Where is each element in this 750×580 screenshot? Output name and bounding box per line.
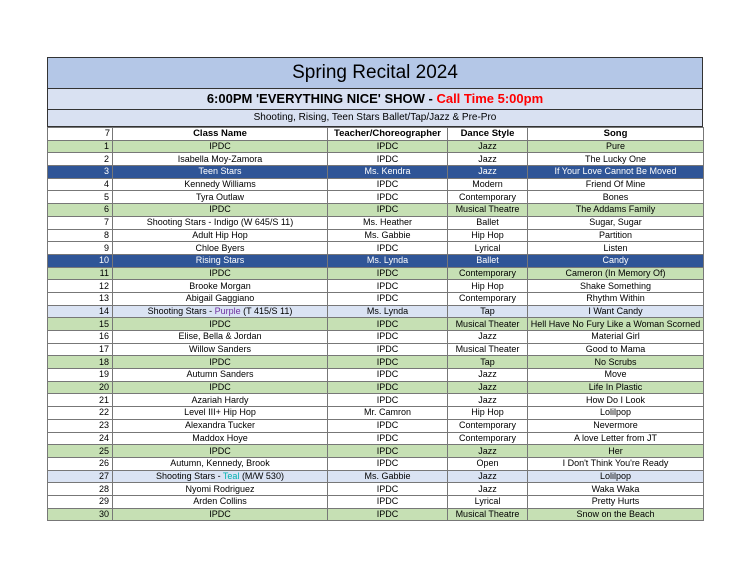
dance-style-cell: Jazz — [448, 445, 528, 458]
row-number: 5 — [48, 191, 113, 204]
song-cell: I Want Candy — [528, 305, 704, 318]
teacher-cell: IPDC — [328, 445, 448, 458]
dance-style-cell: Hip Hop — [448, 280, 528, 293]
row-number: 23 — [48, 419, 113, 432]
dance-style-cell: Tap — [448, 356, 528, 369]
song-cell: Listen — [528, 242, 704, 255]
teacher-cell: IPDC — [328, 419, 448, 432]
song-cell: Candy — [528, 254, 704, 267]
teacher-cell: IPDC — [328, 153, 448, 166]
song-cell: Pure — [528, 140, 704, 153]
dance-style-cell: Contemporary — [448, 292, 528, 305]
class-name-cell: IPDC — [113, 381, 328, 394]
row-number: 26 — [48, 457, 113, 470]
dance-style-cell: Jazz — [448, 483, 528, 496]
teacher-cell: Ms. Lynda — [328, 305, 448, 318]
row-number: 12 — [48, 280, 113, 293]
class-name-cell: Teen Stars — [113, 166, 328, 179]
row-number: 27 — [48, 470, 113, 483]
row-number: 9 — [48, 242, 113, 255]
schedule-table — [47, 127, 704, 521]
song-cell: Snow on the Beach — [528, 508, 704, 521]
class-name-cell: Isabella Moy-Zamora — [113, 153, 328, 166]
call-time: Call Time 5:00pm — [436, 91, 544, 106]
recital-sheet — [47, 57, 703, 521]
class-name-cell: Maddox Hoye — [113, 432, 328, 445]
header-class-name: Class Name — [113, 128, 328, 141]
teacher-cell: IPDC — [328, 356, 448, 369]
dance-style-cell: Musical Theater — [448, 343, 528, 356]
dance-style-cell: Musical Theatre — [448, 204, 528, 217]
dance-style-cell: Tap — [448, 305, 528, 318]
dance-style-cell: Hip Hop — [448, 229, 528, 242]
table-row — [48, 470, 704, 483]
teacher-cell: IPDC — [328, 280, 448, 293]
teacher-cell: IPDC — [328, 178, 448, 191]
teacher-cell: Ms. Lynda — [328, 254, 448, 267]
table-row — [48, 331, 704, 344]
class-name-cell: Willow Sanders — [113, 343, 328, 356]
teacher-cell: IPDC — [328, 381, 448, 394]
row-number: 25 — [48, 445, 113, 458]
class-name-cell: Adult Hip Hop — [113, 229, 328, 242]
song-cell: Her — [528, 445, 704, 458]
dance-style-cell: Lyrical — [448, 495, 528, 508]
dance-style-cell: Musical Theater — [448, 318, 528, 331]
table-row — [48, 267, 704, 280]
dance-style-cell: Open — [448, 457, 528, 470]
song-cell: A love Letter from JT — [528, 432, 704, 445]
class-name-cell: Brooke Morgan — [113, 280, 328, 293]
song-cell: The Lucky One — [528, 153, 704, 166]
row-number: 1 — [48, 140, 113, 153]
dance-style-cell: Jazz — [448, 394, 528, 407]
table-row — [48, 166, 704, 179]
row-number: 18 — [48, 356, 113, 369]
song-cell: I Don't Think You're Ready — [528, 457, 704, 470]
dance-style-cell: Jazz — [448, 140, 528, 153]
class-name-cell: Chloe Byers — [113, 242, 328, 255]
dance-style-cell: Jazz — [448, 369, 528, 382]
table-row — [48, 457, 704, 470]
row-number: 7 — [48, 216, 113, 229]
class-name-cell: Rising Stars — [113, 254, 328, 267]
row-number: 15 — [48, 318, 113, 331]
class-name-cell: IPDC — [113, 356, 328, 369]
song-cell: No Scrubs — [528, 356, 704, 369]
table-row — [48, 343, 704, 356]
song-cell: How Do I Look — [528, 394, 704, 407]
dance-style-cell: Jazz — [448, 470, 528, 483]
song-cell: Friend Of Mine — [528, 178, 704, 191]
teacher-cell: IPDC — [328, 331, 448, 344]
table-row — [48, 178, 704, 191]
teacher-cell: IPDC — [328, 483, 448, 496]
row-number: 30 — [48, 508, 113, 521]
teacher-cell: Ms. Kendra — [328, 166, 448, 179]
song-cell: Material Girl — [528, 331, 704, 344]
class-name-cell — [113, 470, 328, 483]
table-row — [48, 508, 704, 521]
song-cell: Good to Mama — [528, 343, 704, 356]
class-name-prefix: Shooting Stars - — [156, 470, 223, 481]
dance-style-cell: Jazz — [448, 331, 528, 344]
row-number: 22 — [48, 407, 113, 420]
header-dance-style: Dance Style — [448, 128, 528, 141]
class-name-cell: IPDC — [113, 508, 328, 521]
header-num: 7 — [48, 128, 113, 141]
song-cell: Sugar, Sugar — [528, 216, 704, 229]
row-number: 28 — [48, 483, 113, 496]
header-row — [48, 128, 704, 141]
row-number: 8 — [48, 229, 113, 242]
song-cell: Rhythm Within — [528, 292, 704, 305]
dance-style-cell: Modern — [448, 178, 528, 191]
class-name-cell: IPDC — [113, 318, 328, 331]
teacher-cell: IPDC — [328, 343, 448, 356]
teacher-cell: IPDC — [328, 267, 448, 280]
dance-style-cell: Musical Theatre — [448, 508, 528, 521]
class-name-suffix: (M/W 530) — [239, 470, 284, 481]
row-number: 10 — [48, 254, 113, 267]
dance-style-cell: Ballet — [448, 254, 528, 267]
teacher-cell: IPDC — [328, 292, 448, 305]
song-cell: Move — [528, 369, 704, 382]
class-name-cell: Shooting Stars - Indigo (W 645/S 11) — [113, 216, 328, 229]
table-row — [48, 204, 704, 217]
class-name-cell: IPDC — [113, 204, 328, 217]
table-row — [48, 495, 704, 508]
song-cell: Shake Something — [528, 280, 704, 293]
table-row — [48, 318, 704, 331]
table-row — [48, 229, 704, 242]
row-number: 24 — [48, 432, 113, 445]
class-name-cell: Azariah Hardy — [113, 394, 328, 407]
class-name-cell: Tyra Outlaw — [113, 191, 328, 204]
row-number: 20 — [48, 381, 113, 394]
class-color-name: Purple — [214, 305, 241, 316]
row-number: 13 — [48, 292, 113, 305]
class-name-cell: Autumn Sanders — [113, 369, 328, 382]
class-name-cell: Nyomi Rodriguez — [113, 483, 328, 496]
class-name-cell: Kennedy Williams — [113, 178, 328, 191]
class-name-cell: Alexandra Tucker — [113, 419, 328, 432]
dance-style-cell: Jazz — [448, 381, 528, 394]
song-cell: Lolilpop — [528, 407, 704, 420]
class-name-cell: Arden Collins — [113, 495, 328, 508]
song-cell: Lolilpop — [528, 470, 704, 483]
header-song: Song — [528, 128, 704, 141]
row-number: 6 — [48, 204, 113, 217]
header-teacher: Teacher/Choreographer — [328, 128, 448, 141]
table-row — [48, 191, 704, 204]
class-name-cell: IPDC — [113, 267, 328, 280]
table-row — [48, 369, 704, 382]
class-name-cell: IPDC — [113, 140, 328, 153]
teacher-cell: IPDC — [328, 432, 448, 445]
table-row — [48, 394, 704, 407]
class-color-name: Teal — [222, 470, 240, 481]
song-cell: Partition — [528, 229, 704, 242]
class-name-cell: Level III+ Hip Hop — [113, 407, 328, 420]
dance-style-cell: Contemporary — [448, 191, 528, 204]
table-row — [48, 407, 704, 420]
dance-style-cell: Jazz — [448, 153, 528, 166]
table-row — [48, 432, 704, 445]
teacher-cell: IPDC — [328, 242, 448, 255]
row-number: 4 — [48, 178, 113, 191]
row-number: 17 — [48, 343, 113, 356]
teacher-cell: IPDC — [328, 457, 448, 470]
table-row — [48, 280, 704, 293]
table-row — [48, 254, 704, 267]
table-row — [48, 140, 704, 153]
class-name-cell: Abigail Gaggiano — [113, 292, 328, 305]
table-row — [48, 216, 704, 229]
show-heading — [47, 89, 703, 110]
dance-style-cell: Contemporary — [448, 432, 528, 445]
table-row — [48, 356, 704, 369]
song-cell: The Addams Family — [528, 204, 704, 217]
table-row — [48, 292, 704, 305]
class-name-cell: IPDC — [113, 445, 328, 458]
dance-style-cell: Hip Hop — [448, 407, 528, 420]
song-cell: Nevermore — [528, 419, 704, 432]
row-number: 29 — [48, 495, 113, 508]
row-number: 3 — [48, 166, 113, 179]
song-cell: Waka Waka — [528, 483, 704, 496]
dance-style-cell: Jazz — [448, 166, 528, 179]
table-row — [48, 483, 704, 496]
song-cell: Bones — [528, 191, 704, 204]
teacher-cell: IPDC — [328, 394, 448, 407]
table-row — [48, 305, 704, 318]
song-cell: Hell Have No Fury Like a Woman Scorned — [528, 318, 704, 331]
song-cell: If Your Love Cannot Be Moved — [528, 166, 704, 179]
table-row — [48, 381, 704, 394]
row-number: 2 — [48, 153, 113, 166]
teacher-cell: Ms. Heather — [328, 216, 448, 229]
teacher-cell: IPDC — [328, 191, 448, 204]
teacher-cell: Ms. Gabbie — [328, 470, 448, 483]
table-row — [48, 242, 704, 255]
class-name-prefix: Shooting Stars - — [147, 305, 215, 316]
song-cell: Life In Plastic — [528, 381, 704, 394]
row-number: 11 — [48, 267, 113, 280]
teacher-cell: IPDC — [328, 318, 448, 331]
row-number: 19 — [48, 369, 113, 382]
class-name-cell — [113, 305, 328, 318]
song-cell: Cameron (In Memory Of) — [528, 267, 704, 280]
teacher-cell: Mr. Camron — [328, 407, 448, 420]
dance-style-cell: Ballet — [448, 216, 528, 229]
dance-style-cell: Contemporary — [448, 267, 528, 280]
page-title: Spring Recital 2024 — [47, 57, 703, 89]
row-number: 21 — [48, 394, 113, 407]
class-name-cell: Autumn, Kennedy, Brook — [113, 457, 328, 470]
table-row — [48, 153, 704, 166]
teacher-cell: IPDC — [328, 140, 448, 153]
row-number: 14 — [48, 305, 113, 318]
row-number: 16 — [48, 331, 113, 344]
table-row — [48, 419, 704, 432]
dance-style-cell: Contemporary — [448, 419, 528, 432]
show-name: 6:00PM 'EVERYTHING NICE' SHOW - — [206, 91, 437, 106]
teacher-cell: IPDC — [328, 495, 448, 508]
teacher-cell: IPDC — [328, 508, 448, 521]
class-name-cell: Elise, Bella & Jordan — [113, 331, 328, 344]
class-name-suffix: (T 415/S 11) — [240, 305, 293, 316]
teacher-cell: IPDC — [328, 369, 448, 382]
song-cell: Pretty Hurts — [528, 495, 704, 508]
dance-style-cell: Lyrical — [448, 242, 528, 255]
teacher-cell: Ms. Gabbie — [328, 229, 448, 242]
show-subtitle: Shooting, Rising, Teen Stars Ballet/Tap/Jazz & Pre-Pro — [47, 110, 703, 127]
teacher-cell: IPDC — [328, 204, 448, 217]
table-row — [48, 445, 704, 458]
